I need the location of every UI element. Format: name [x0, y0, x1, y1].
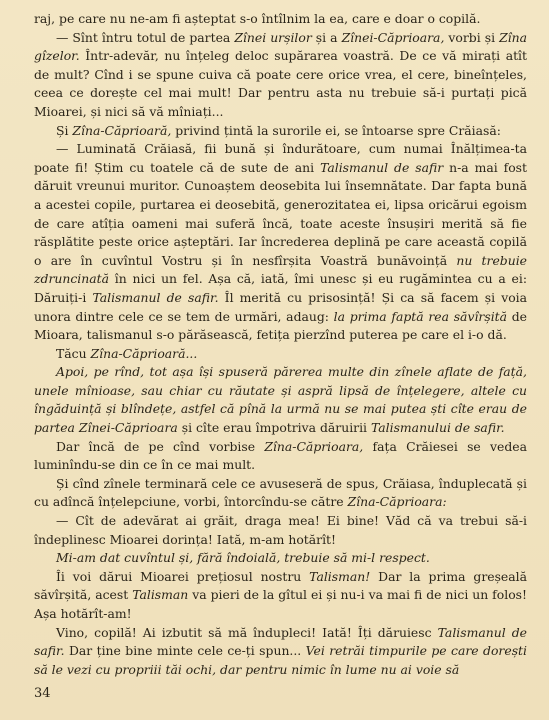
paragraph: — Sînt întru totul de partea Zînei urșilor și a Zînei-Căprioara, vorbi și Zîna gîzelor. Într-adevăr, nu înțeleg deloc supărarea voastră. De ce vă mirați atît de mult? Cînd i se spune cuiva că poate cere orice vrea, el cere, bineînțeles, ceea ce dorește cel mai mult! Dar pentru asta nu trebuie să-i purtați pică Mioarei, și nici să vă mîniați...	[34, 29, 528, 119]
page-number: 34	[34, 686, 51, 701]
page-body-text	[34, 10, 527, 679]
paragraph: — Luminată Crăiasă, fii bună și îndurătoare, cum numai Înălțimea-ta poate fi! Știm cu toatele că de sute de ani Talismanul de safir n-a mai fost dăruit vreunui muritor. Cunoaștem deosebita lui însemnătate. Dar fapta bună a acestei copile, purtarea ei deosebită, generozitatea ei, lipsa oricărui egoism de care atîția oameni mai suferă încă, toate aceste însușiri merită să fie răsplătite peste orice așteptări. Iar încrederea deplină pe care această copilă o are în cuvîntul Vostru și în nesfîrșita Voastră bunăvoință nu trebuie zdruncinată în nici un fel. Așa că, iată, îmi unesc și eu rugămintea cu a ei: Dăruiți-i Talismanul de safir. Îl merită cu prisosință! Și ca să facem și voia unora dintre cele ce se tem de urmări, adaug: la prima faptă rea săvîrșită de Mioara, talismanul s-o părăsească, fetița pierzînd puterea pe care el i-o dă.	[34, 141, 528, 343]
paragraph: Mi-am dat cuvîntul și, fără îndoială, trebuie să mi-l respect.	[56, 550, 430, 566]
paragraph: Și cînd zînele terminară cele ce avuseseră de spus, Crăiasa, înduplecată și cu adîncă înțelepciune, vorbi, întorcîndu-se către Zîna-Căprioara:	[34, 475, 527, 510]
paragraph: — Cît de adevărat ai grăit, draga mea! Ei bine! Văd că va trebui să-i îndeplinesc Mioarei dorința! Iată, m-am hotărît!	[34, 513, 527, 547]
paragraph: raj, pe care nu ne-am fi așteptat s-o întîlnim la ea, care e doar o copilă.	[34, 11, 481, 26]
paragraph: Dar încă de pe cînd vorbise Zîna-Căprioara, fața Crăiesei se vedea luminîndu-se din ce în ce mai mult.	[34, 438, 527, 473]
paragraph: Și Zîna-Căprioară, privind țintă la surorile ei, se întoarse spre Crăiasă:	[56, 122, 501, 138]
paragraph: Vino, copilă! Ai izbutit să mă înduplеci! Iată! Îți dăruiesc Talismanul de safir. Dar ține bine minte cele ce-ți spun... Vei retrăi timpurile pe care dorești să le vezi cu propriii tăi ochi, dar pentru nimic în lume nu ai voie să	[34, 624, 527, 677]
paragraph: Tăcu Zîna-Căprioară...	[56, 345, 198, 361]
paragraph: Îi voi dărui Mioarei prețiosul nostru Talisman! Dar la prima greșeală săvîrșită, acest Talisman va pieri de la gîtul ei și nu-i va mai fi de nici un folos! Așa hotărît-am!	[34, 568, 527, 621]
paragraph: Apoi, pe rînd, tot așa își spuseră părerea multe din zînele aflate de față, unele mînioase, sau chiar cu răutate și aspră lipsă de înțelegere, altele cu îngăduință și blîndețe, astfel că pînă la urmă nu se mai putea ști cîte erau de partea Zînei-Căprioara și cîte erau împotriva dăruirii Talismanului de safir.	[34, 364, 527, 436]
